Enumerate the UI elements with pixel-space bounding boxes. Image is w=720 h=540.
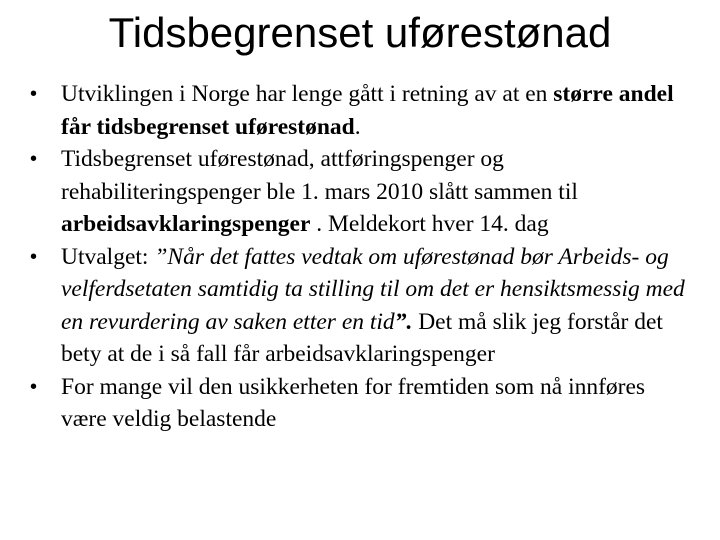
bullet-text-bold-italic: ”. bbox=[394, 308, 413, 335]
bullet-text: . bbox=[354, 113, 361, 140]
bullet-item bbox=[30, 241, 696, 371]
bullet-icon: • bbox=[30, 83, 38, 105]
bullet-icon: • bbox=[30, 245, 38, 268]
bullet-text: Utvalget: bbox=[61, 243, 155, 270]
bullet-text: Tidsbegrenset uførestønad, attføringspenger og rehabiliteringspenger ble 1. mars 2010 slått sammen til bbox=[61, 146, 578, 205]
bullet-text-bold: større andel får tidsbegrenset uførestønad bbox=[61, 81, 674, 140]
bullet-text: Utviklingen i Norge har lenge gått i retning av at en bbox=[61, 81, 554, 107]
bullet-list bbox=[30, 78, 696, 436]
bullet-icon: • bbox=[30, 375, 38, 398]
bullet-item bbox=[30, 371, 696, 436]
bullet-item bbox=[30, 143, 696, 241]
slide-title: Tidsbegrenset uførestønad bbox=[108, 9, 612, 56]
bullet-text-bold: arbeidsavklaringspenger bbox=[61, 211, 311, 237]
bullet-item bbox=[30, 78, 696, 143]
bullet-text-italic: ”Når det fattes vedtak om uførestønad bør Arbeids- og velferdsetaten samtidig ta stilling til om det er hensiktsmessig med en revurdering av saken etter en tid bbox=[61, 243, 685, 335]
bullet-text: For mange vil den usikkerheten for fremtiden som nå innføres være veldig belastende bbox=[61, 373, 646, 432]
bullet-icon: • bbox=[30, 148, 38, 170]
bullet-text: . Meldekort hver 14. dag bbox=[310, 211, 549, 237]
bullet-text: Det må slik jeg forstår det bety at de i så fall får arbeidsavklaringspenger bbox=[61, 308, 663, 367]
